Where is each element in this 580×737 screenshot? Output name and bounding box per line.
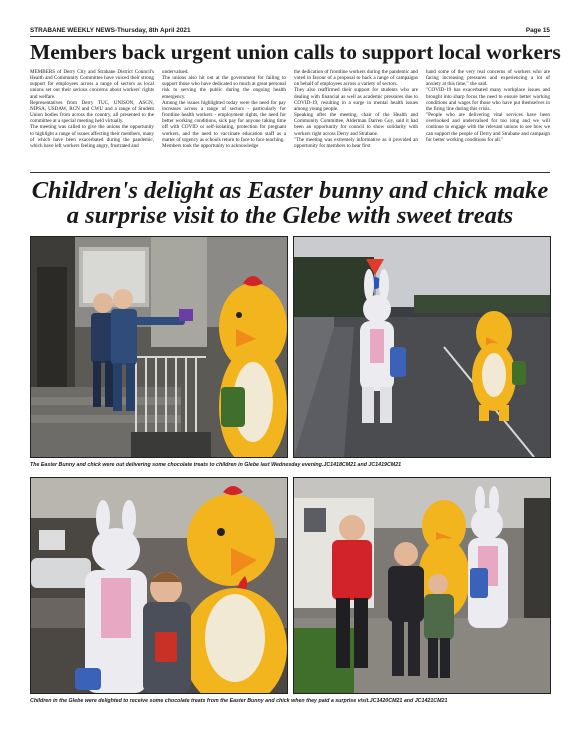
photo-caption: The Easter Bunny and chick were out delivering some chocolate treats to children in Glebe last Wednesday evening.JC1418CM21 and JC1419CM21	[30, 462, 402, 468]
section-rule	[30, 172, 550, 173]
photo-children-group	[293, 477, 551, 694]
paragraph: "COVID-19 has exacerbated many workplace issues and brought into sharp focus the need to ensure better working conditions and wages for those who have put themselves in the firing line during this crisis.	[426, 87, 550, 112]
article-column-1	[30, 69, 154, 169]
photo-children-at-door	[30, 236, 288, 458]
paragraph: MEMBERS of Derry City and Strabane District Council's Health and Community Committee have voiced their strong support for employees across a range of sectors as local unions set out their serious concerns about workers' rights and welfare.	[30, 69, 154, 100]
photo-caption: Children in the Glebe were delighted to receive some chocolate treats from the Easter Bunny and chick when they paid a surprise visit.JC1420CM21 and JC1421CM21	[30, 698, 448, 704]
paragraph: undervalued.	[162, 69, 189, 75]
article-column-2	[162, 69, 286, 169]
photo-bunny-chick-street	[293, 236, 551, 458]
article-body	[30, 69, 550, 169]
paragraph: Speaking after the meeting, chair of the Health and Community Committee, Alderman Darren Guy, said it had been an opportunity for council to show solidarity with workers right across Derry and Strabane.	[294, 112, 418, 137]
page-header	[30, 27, 550, 34]
page-number: Page 15	[525, 27, 550, 34]
paragraph: "The meeting was extremely informative as it provided an opportunity for members to hear first	[294, 136, 418, 149]
paragraph: hand some of the very real concerns of workers who are facing increasing pressures and experiencing a lot of anxiety at this time," she said.	[426, 69, 550, 88]
paragraph: Members took the opportunity to acknowledge	[162, 142, 259, 149]
paragraph: "People who are delivering vital services have been overlooked and undervalued for too long and we will continue to engage with the relevant unions to see how we can support the people of Derry and Strabane and campaign for better working conditions for all."	[426, 112, 550, 143]
paragraph: Representatives from Derry TUC, UNISON, ASGN, NIPSA, USDAW, RCN and CWU and a range of Student Union bodies from across the country, all presented to the committee at a special meeting held virtually.	[30, 99, 154, 125]
paragraph: the dedication of frontline workers during the pandemic and voted in favour of a proposal to back a range of campaigns on behalf of employees across a variety of sectors.	[294, 69, 418, 88]
publication-date: STRABANE WEEKLY NEWS-Thursday, 8th April 2021	[30, 27, 191, 34]
photo-boy-with-bunny-chick	[30, 477, 288, 694]
header-rule	[30, 36, 550, 37]
paragraph: They also reaffirmed their support for students who are dealing with financial as well as academic pressures due to COVID-19, resulting in a surge in mental health issues among young people.	[294, 87, 418, 112]
article-column-4	[426, 69, 550, 169]
article-column-3	[294, 69, 418, 169]
article-headline: Members back urgent union calls to support local workers	[30, 40, 561, 64]
paragraph: The unions also hit out at the government for failing to support those who have dedicated so much at great personal risk to serving the public during the ongoing health emergency.	[162, 75, 286, 100]
paragraph: Among the issues highlighted today were the need for pay increases across a range of sectors - particularly for frontline health workers - employment rights, the need for better working conditions, sick pay for anyone taking time off with COVID or self-isolating, protection for pregnant workers, and the need to vaccinate education staff as a matter of urgency as schools return to face to face teaching.	[162, 99, 286, 143]
paragraph: The meeting was called to give the unions the opportunity to highlight a range of issues affecting their members, many of which have been exacerbated during the pandemic, which have left workers feeling angry, frustrated and	[30, 124, 154, 149]
feature-headline: Children's delight as Easter bunny and chick make a surprise visit to the Glebe with sweet treats	[31, 177, 549, 229]
